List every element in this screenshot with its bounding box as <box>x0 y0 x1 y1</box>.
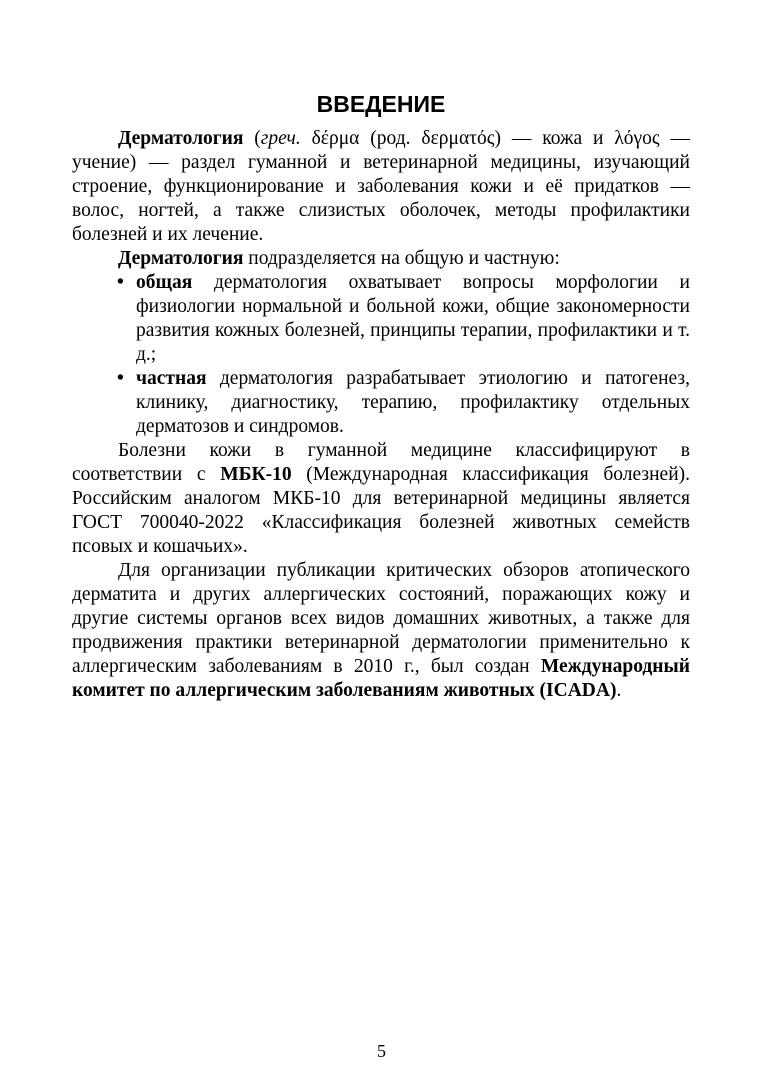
lang-abbrev: греч. <box>260 128 301 149</box>
bullet-list <box>72 271 690 439</box>
paragraph-definition <box>72 127 690 247</box>
term-mbk10: МБК-10 <box>220 464 292 485</box>
paragraph-text: Для организации публикации критических обзоров атопического дерматита и других аллергических состояний, поражающих кожу и другие системы органов всех видов домашних животных, а также для продвижения практики ветеринарной дерматологии применительно к аллергическим заболеваниям в 2010 г., был создан <box>72 560 690 677</box>
list-item-term: общая <box>136 272 193 293</box>
paragraph-text: Болезни кожи в гуманной медицине классифицируют в соответствии с <box>72 440 690 485</box>
paragraph-classification <box>72 439 690 559</box>
paragraph-text: δέρμα (род. δερματός) — кожа и λόγος — учение) — раздел гуманной и ветеринарной медицины, изучающий строение, функционирование и заболевания кожи и её придатков — волос, ногтей, а также слизистых оболочек, методы профилактики болезней и их лечение. <box>72 128 690 245</box>
term-dermatology: Дерматология <box>118 248 244 269</box>
list-item <box>72 271 690 367</box>
list-item-text: дерматология разрабатывает этиологию и патогенез, клинику, диагностику, терапию, профилактику отдельных дерматозов и синдромов. <box>136 368 690 437</box>
paragraph-text: (Международная классификация болезней). Российским аналогом МКБ-10 для ветеринарной медицины является ГОСТ 700040-2022 «Классификация болезней животных семейств псовых и кошачьих». <box>72 464 691 557</box>
paragraph-division <box>72 247 690 271</box>
term-icada: Международный комитет по аллергическим заболеваниям животных (ICADA) <box>72 656 690 701</box>
page-content <box>72 90 690 703</box>
bullet-icon: • <box>117 368 124 389</box>
list-item <box>72 367 690 439</box>
paragraph-text: . <box>616 680 622 701</box>
paragraph-icada <box>72 559 690 703</box>
term-dermatology: Дерматология <box>118 128 244 149</box>
paragraph-text: ( <box>243 128 261 149</box>
bullet-icon: • <box>117 272 124 293</box>
paragraph-text: подразделяется на общую и частную: <box>243 248 560 269</box>
list-item-term: частная <box>136 368 207 389</box>
page-title: ВВЕДЕНИЕ <box>316 91 446 117</box>
page-number: 5 <box>377 1041 386 1061</box>
list-item-text: дерматология охватывает вопросы морфологии и физиологии нормальной и больной кожи, общие закономерности развития кожных болезней, принципы терапии, профилактики и т. д.; <box>136 272 690 365</box>
